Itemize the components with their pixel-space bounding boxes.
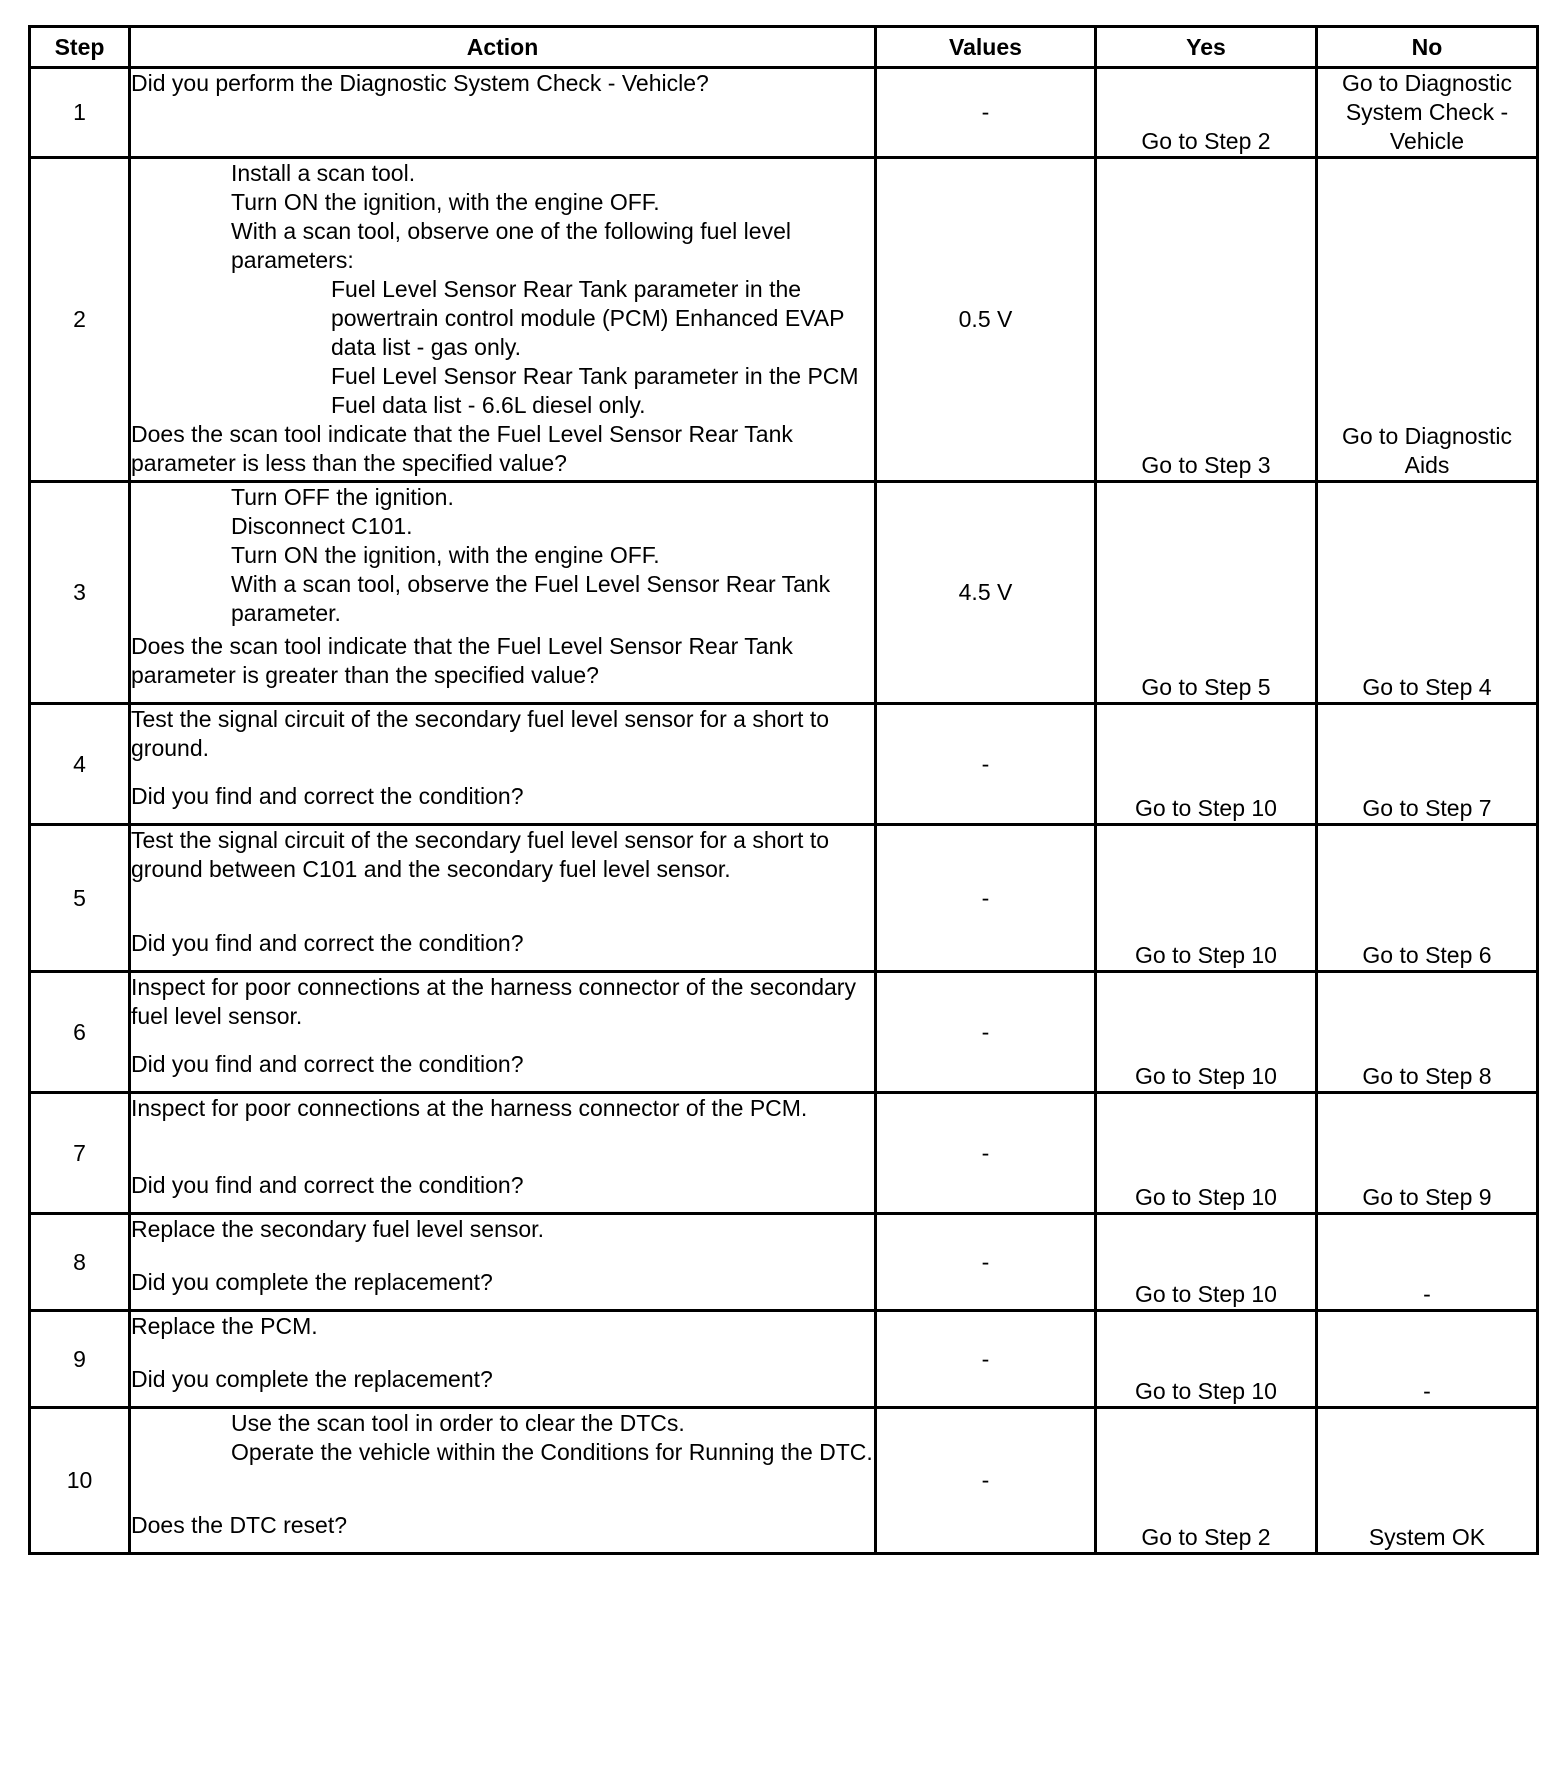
action-cell (130, 482, 876, 704)
action-question: Does the scan tool indicate that the Fuel Level Sensor Rear Tank parameter is less than the specified value? (131, 421, 793, 476)
action-instruction: Inspect for poor connections at the harness connector of the secondary fuel level sensor. (131, 974, 856, 1029)
action-instruction: Replace the PCM. (131, 1313, 318, 1339)
value-cell: - (876, 704, 1096, 825)
action-instruction: Turn ON the ignition, with the engine OFF. (231, 542, 660, 568)
value-cell: - (876, 972, 1096, 1093)
header-action: Action (130, 27, 876, 68)
table-row (30, 1093, 1538, 1214)
value-cell: - (876, 1408, 1096, 1554)
action-cell (130, 704, 876, 825)
step-number: 9 (30, 1311, 130, 1408)
action-instruction: With a scan tool, observe the Fuel Level Sensor Rear Tank parameter. (231, 571, 831, 626)
yes-cell: Go to Step 2 (1096, 68, 1317, 158)
action-cell (130, 1093, 876, 1214)
header-no: No (1317, 27, 1538, 68)
no-cell: Go to Diagnostic Aids (1317, 158, 1538, 482)
action-instruction: Replace the secondary fuel level sensor. (131, 1216, 544, 1242)
step-number: 2 (30, 158, 130, 482)
action-instruction: Use the scan tool in order to clear the DTCs. (231, 1410, 685, 1436)
header-values: Values (876, 27, 1096, 68)
value-cell: 4.5 V (876, 482, 1096, 704)
action-instruction: Inspect for poor connections at the harness connector of the PCM. (131, 1095, 808, 1121)
yes-cell: Go to Step 10 (1096, 825, 1317, 972)
action-instruction: Operate the vehicle within the Conditions for Running the DTC. (231, 1439, 873, 1465)
action-cell (130, 825, 876, 972)
action-question: Did you find and correct the condition? (131, 930, 524, 956)
no-cell: Go to Step 7 (1317, 704, 1538, 825)
action-instruction: Test the signal circuit of the secondary fuel level sensor for a short to ground. (131, 706, 830, 761)
value-cell: 0.5 V (876, 158, 1096, 482)
action-cell (130, 158, 876, 482)
action-question: Did you complete the replacement? (131, 1269, 493, 1295)
no-cell: Go to Step 8 (1317, 972, 1538, 1093)
table-row (30, 1311, 1538, 1408)
action-question: Does the DTC reset? (131, 1512, 348, 1538)
no-cell: - (1317, 1311, 1538, 1408)
yes-cell: Go to Step 10 (1096, 1311, 1317, 1408)
table-row (30, 1408, 1538, 1554)
table-row (30, 68, 1538, 158)
header-row (30, 27, 1538, 68)
no-cell: Go to Step 9 (1317, 1093, 1538, 1214)
step-number: 10 (30, 1408, 130, 1554)
no-cell: System OK (1317, 1408, 1538, 1554)
action-cell (130, 68, 876, 158)
table-row (30, 972, 1538, 1093)
yes-cell: Go to Step 10 (1096, 972, 1317, 1093)
action-instruction: Turn OFF the ignition. (231, 484, 454, 510)
step-number: 3 (30, 482, 130, 704)
action-question: Did you find and correct the condition? (131, 1051, 524, 1077)
header-step: Step (30, 27, 130, 68)
table-row (30, 704, 1538, 825)
action-cell (130, 972, 876, 1093)
action-instruction: Test the signal circuit of the secondary fuel level sensor for a short to ground between C101 and the secondary fuel level sensor. (131, 827, 830, 882)
yes-cell: Go to Step 2 (1096, 1408, 1317, 1554)
step-number: 1 (30, 68, 130, 158)
action-question: Did you complete the replacement? (131, 1366, 493, 1392)
diagnostic-table (28, 25, 1539, 1555)
step-number: 7 (30, 1093, 130, 1214)
action-instruction: Install a scan tool. (231, 160, 416, 186)
step-number: 5 (30, 825, 130, 972)
yes-cell: Go to Step 3 (1096, 158, 1317, 482)
yes-cell: Go to Step 10 (1096, 1093, 1317, 1214)
action-instruction: Fuel Level Sensor Rear Tank parameter in the PCM Fuel data list - 6.6L diesel only. (331, 363, 859, 418)
action-instruction: Fuel Level Sensor Rear Tank parameter in the powertrain control module (PCM) Enhanced EVAP data list - gas only. (331, 276, 845, 360)
action-cell (130, 1408, 876, 1554)
no-cell: - (1317, 1214, 1538, 1311)
value-cell: - (876, 1093, 1096, 1214)
no-cell: Go to Step 6 (1317, 825, 1538, 972)
action-question: Did you find and correct the condition? (131, 1172, 524, 1198)
value-cell: - (876, 1311, 1096, 1408)
value-cell: - (876, 1214, 1096, 1311)
yes-cell: Go to Step 10 (1096, 1214, 1317, 1311)
table-row (30, 482, 1538, 704)
action-cell (130, 1311, 876, 1408)
action-instruction: Disconnect C101. (231, 513, 413, 539)
table-row (30, 158, 1538, 482)
yes-cell: Go to Step 10 (1096, 704, 1317, 825)
no-cell: Go to Step 4 (1317, 482, 1538, 704)
action-cell (130, 1214, 876, 1311)
value-cell: - (876, 825, 1096, 972)
action-question: Does the scan tool indicate that the Fuel Level Sensor Rear Tank parameter is greater than the specified value? (131, 633, 793, 688)
step-number: 4 (30, 704, 130, 825)
action-instruction: Turn ON the ignition, with the engine OFF. (231, 189, 660, 215)
value-cell: - (876, 68, 1096, 158)
table-row (30, 1214, 1538, 1311)
step-number: 8 (30, 1214, 130, 1311)
step-number: 6 (30, 972, 130, 1093)
action-question: Did you find and correct the condition? (131, 783, 524, 809)
no-cell: Go to Diagnostic System Check - Vehicle (1317, 68, 1538, 158)
action-instruction: Did you perform the Diagnostic System Check - Vehicle? (131, 70, 709, 96)
table-row (30, 825, 1538, 972)
header-yes: Yes (1096, 27, 1317, 68)
action-instruction: With a scan tool, observe one of the following fuel level parameters: (231, 218, 791, 273)
yes-cell: Go to Step 5 (1096, 482, 1317, 704)
